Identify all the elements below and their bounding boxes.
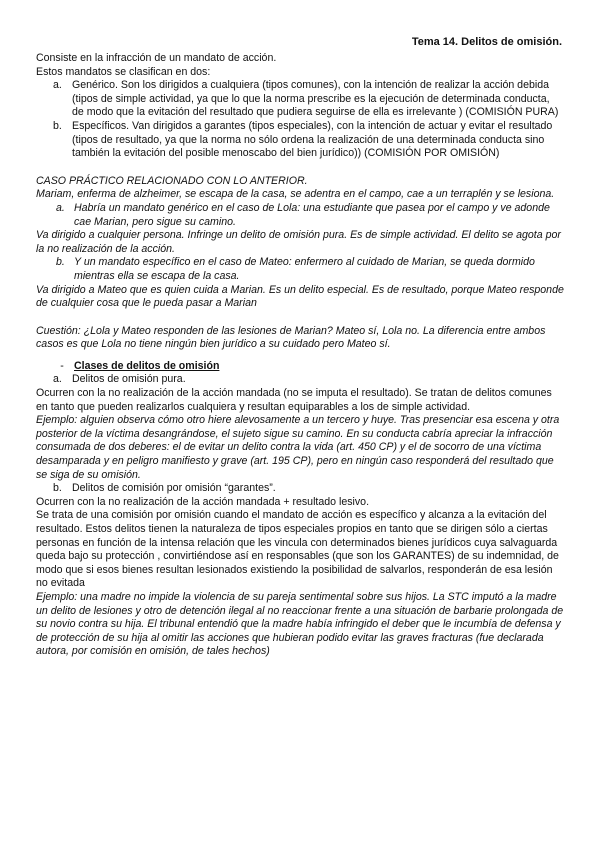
list-marker: b. [56,256,65,269]
class-b-label: Delitos de comisión por omisión “garantes”. [72,482,276,495]
intro-item-b [36,120,564,161]
intro-line-1: Consiste en la infracción de un mandato de acción. [36,52,277,64]
class-b-heading [36,482,564,496]
case-question: Cuestión: ¿Lola y Mateo responden de las lesiones de Marian? Mateo sí, Lola no. La diferencia entre ambos casos es que Lola no tiene ningún bien jurídico a su cuidado pero Mateo sí. [36,324,546,351]
classes-heading [36,360,564,374]
class-a-label: Delitos de omisión pura. [72,373,186,386]
case-scenario: Mariam, enferma de alzheimer, se escapa de la casa, se adentra en el campo, cae a un terraplén y se lesiona. [36,188,555,201]
intro-line-2: Estos mandatos se clasifican en dos: [36,65,211,78]
list-marker: a. [53,79,62,92]
list-marker: a. [56,201,65,214]
case-comment-b: Va dirigido a Mateo que es quien cuida a Marian. Es un delito especial. Es de resultado, porque Mateo responde de cualquier cosa que le pueda pasar a Marian [36,283,564,310]
class-b-example: Ejemplo: una madre no impide la violencia de su pareja sentimental sobre sus hijos. La STC imputó a la madre un delito de lesiones y otro de detención ilegal al no reaccionar frente a una situación de barbarie prolongada de su novio contra su hija. El tribunal entendió que la madre había infringido el deber que le incumbía de defensa y de protección de su hija al omitir las acciones que hubieran podido evitar las graves fracturas (fue declarada autora, por comisión en omisión, de tales hechos) [36,590,564,658]
case-item-a-text: Habría un mandato genérico en el caso de Lola: una estudiante que pasea por el campo y ve adonde cae Marian, pero sigue su camino. [74,201,550,228]
case-item-a [36,202,564,229]
list-marker: b. [53,119,62,132]
class-a-example: Ejemplo: alguien observa cómo otro hiere alevosamente a un tercero y huye. Tras presenciar esa escena y otra posterior de la víctima desangrándose, el sujeto sigue su camino. En su conducta cabría apreciar la infracción consumada de dos deberes: el de evitar un delito contra la vida (art. 450 CP) y el de socorro de una víctima desamparada y en peligro manifiesto y grave (art. 195 CP), pero en ningún caso responderá del resultado que se siga de su omisión. [36,414,560,481]
case-title: CASO PRÁCTICO RELACIONADO CON LO ANTERIOR. [36,174,308,187]
bullet-dash: - [60,359,64,372]
list-marker: a. [53,373,62,386]
page-header-title: Tema 14. Delitos de omisión. [411,36,562,48]
class-b-text: Se trata de una comisión por omisión cuando el mandato de acción es específico y alcanza a la evitación del resultado. Estos delitos tienen la naturaleza de tipos especiales propios en tanto que se dirigen sólo a ciertas personas en función de la intensa relación que les vincula con determinados bienes jurídicos cuya salvaguarda queda bajo su protección , convirtiéndose así en responsables (que son los GARANTES) de su indemnidad, de modo que si esos bienes resultan lesionados existiendo la posibilidad de salvarlos, responderán de esa lesión no evitada [36,509,559,590]
case-item-b [36,256,564,283]
list-marker: b. [53,482,62,495]
class-b-line-1: Ocurren con la no realización de la acción mandada + resultado lesivo. [36,495,370,508]
intro-item-a-text: Genérico. Son los dirigidos a cualquiera (tipos comunes), con la intención de realizar la acción debida (tipos de simple actividad, ya que lo que la norma prescribe es la ejecución de determinada conducta, de modo que la evitación del resultado que pudiera seguirse de ella es irrelevante ) (COMISIÓN PURA) [72,79,559,119]
class-a-text: Ocurren con la no realización de la acción mandada (no se imputa el resultado). Se tratan de delitos comunes en tanto que pueden realizarlos cualquiera y resultan equiparables a los de simple actividad. [36,387,552,413]
intro-item-b-text: Específicos. Van dirigidos a garantes (tipos especiales), con la intención de actuar y evitar el resultado (tipos de resultado, ya que la norma no sólo ordena la realización de una determinada conducta sino también la evitación del posible menoscabo del bien jurídico)) (COMISIÓN POR OMISIÓN) [72,119,553,160]
intro-item-a [36,79,564,120]
case-comment-a: Va dirigido a cualquier persona. Infringe un delito de omisión pura. Es de simple actividad. El delito se agota por la no realización de la acción. [36,229,561,255]
case-item-b-text: Y un mandato específico en el caso de Mateo: enfermero al cuidado de Marian, se queda dormido mientras ella se escapa de la casa. [74,256,535,282]
section-title: Clases de delitos de omisión [74,359,220,372]
class-a-heading [36,373,564,387]
document-body [36,52,564,659]
